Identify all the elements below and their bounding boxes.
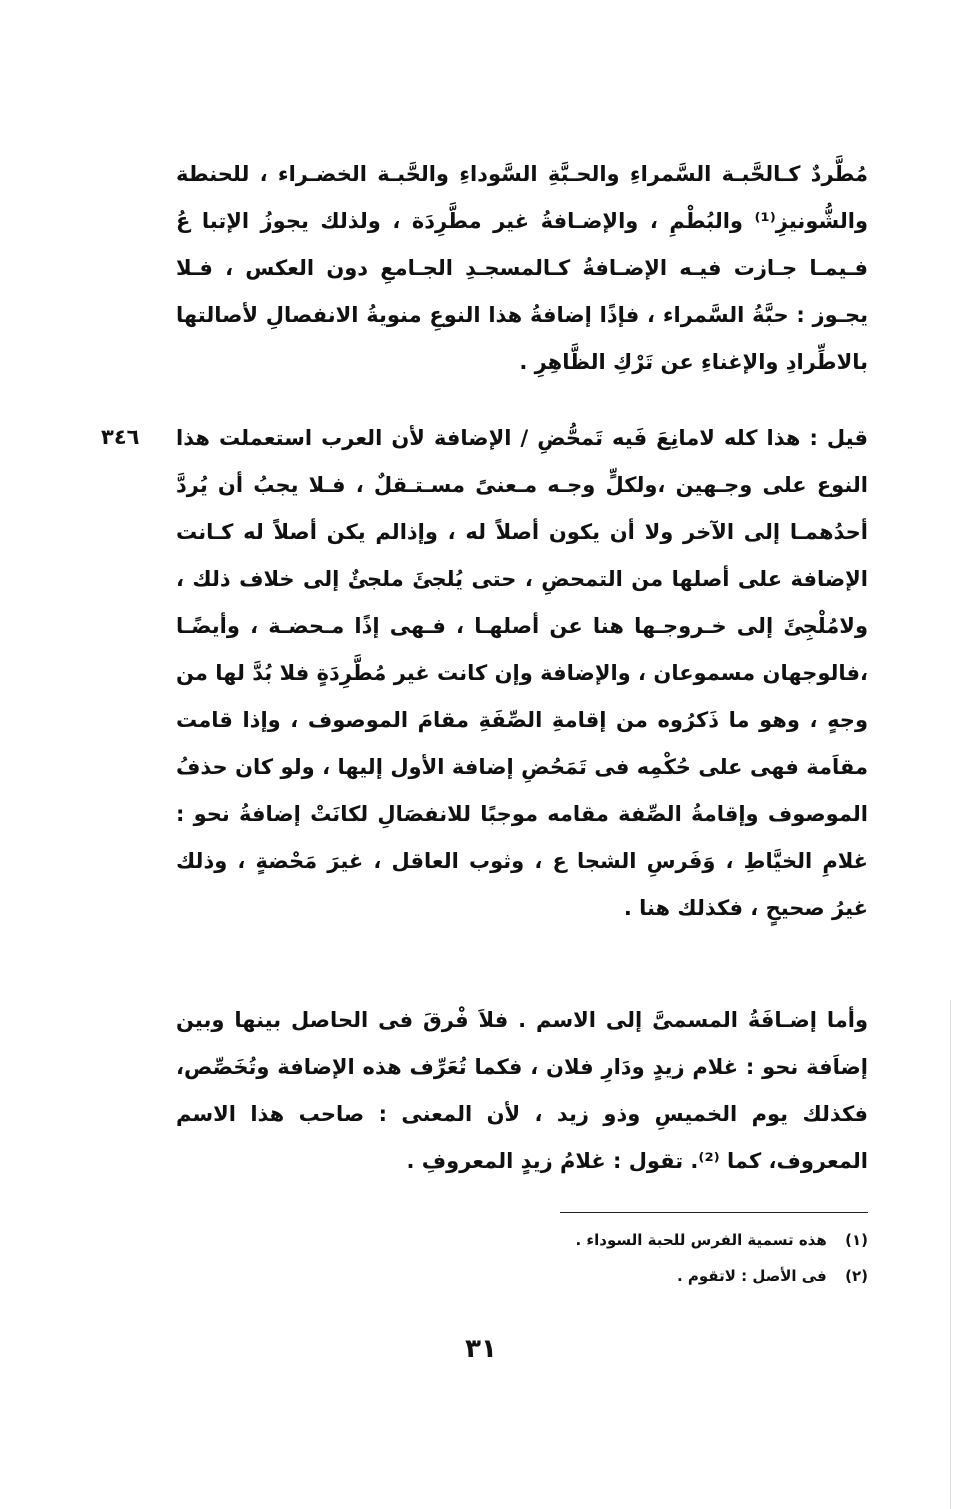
margin-manuscript-number: ٣٤٦: [101, 425, 140, 449]
paragraph-3-text: وأما إضـافَةُ المسمىَّ إلى الاسم . فلاَ فْرقَ فى الحاصل بينها وبين إضاَفة نحو : غلام زيدٍ ودَارِ فلان ، فكما تُعَرِّف هذه الإضافة وتُخَصِّص، فكذلك يوم الخميسِ وذو زيد ، لأن المعنى : صاحب هذا الاسم المعروف، كما ⁽²⁾. تقول : غلامُ زيدٍ المعروفِ .: [176, 1008, 868, 1173]
paragraph-3: [176, 997, 868, 1185]
paragraph-1: [176, 151, 868, 386]
footnote-marker: (١): [845, 1231, 868, 1249]
paragraph-2: [176, 415, 868, 932]
paragraph-1-text: مُطَّردٌ كـالحَّبـة السَّمراءِ والحـبَّةِ السَّوداءِ والحَّبـة الخضـراء ، للحنطة والشُّونيزِ⁽¹⁾ والبُطْمِ ، والإضـافةُ غير مطَّرِدَة ، ولذلك يجوزُ الإتبا عُ فـيمـا جـازت فيـه الإضـافةُ كـالمسجـدِ الجـامعِ دون العكس ، فـلا يجـوز : حبَّةُ السَّمراء ، فإذًا إضافةُ هذا النوعِ منويةُ الانفصالِ لأصالتها بالاطِّرادِ والإغناءِ عن تَرْكِ الظَّاهِرِ .: [176, 162, 868, 374]
footnote-1: [400, 1222, 868, 1258]
footnotes: [400, 1222, 868, 1294]
footnote-text: هذه تسمية الفرس للحبة السوداء .: [575, 1231, 827, 1249]
paragraph-2-text: قيل : هذا كله لامانِعَ فَيه تَمحُّضِ / الإضافة لأن العرب استعملت هذا النوع على وجـهين ،ولكلٍّ وجـه مـعنىً مسـتـقلٌ ، فـلا يجبُ أن يُردَّ أحدُهمـا إلى الآخر ولا أن يكون أصلاً له ، وإذالم يكن أصلاً له كـانت الإضافة على أصلها من التمحضِ ، حتى يُلجئَ ملجئٌ إلى خلاف ذلك ، ولامُلْجِئَ إلى خـروجـها هنا عن أصلهـا ، فـهى إذًا مـحضـة ، وأيضًـا ،فالوجهان مسموعان ، والإضافة وإن كانت غير مُطَّرِدَةٍ فلا بُدَّ لها من وجهٍ ، وهو ما ذَكرُوه من إقامةِ الصِّفَةِ مقامَ الموصوف ، وإذا قامت مقاَمة فهى على حُكْمِه فى تَمَحُضِ إضافة الأول إليها ، ولو كان حذفُ الموصوف وإقامةُ الصِّفة مقامه موجبًا للانفصَالِ لكانَتْ إضافةُ نحو : غلامِ الخيَّاطِ ، وَفَرسِ الشجا ع ، وثوب العاقل ، غيرَ مَحْضةٍ ، وذلك غيرُ صحيحٍ ، فكذلك هنا .: [176, 426, 868, 920]
scan-edge-line: [950, 1000, 951, 1509]
footnote-text: فى الأصل : لاتقوم .: [676, 1267, 827, 1285]
footnote-2: [400, 1258, 868, 1294]
footnote-marker: (٢): [845, 1267, 868, 1285]
footnote-divider: [560, 1212, 868, 1213]
page-number: ٣١: [465, 1334, 497, 1364]
